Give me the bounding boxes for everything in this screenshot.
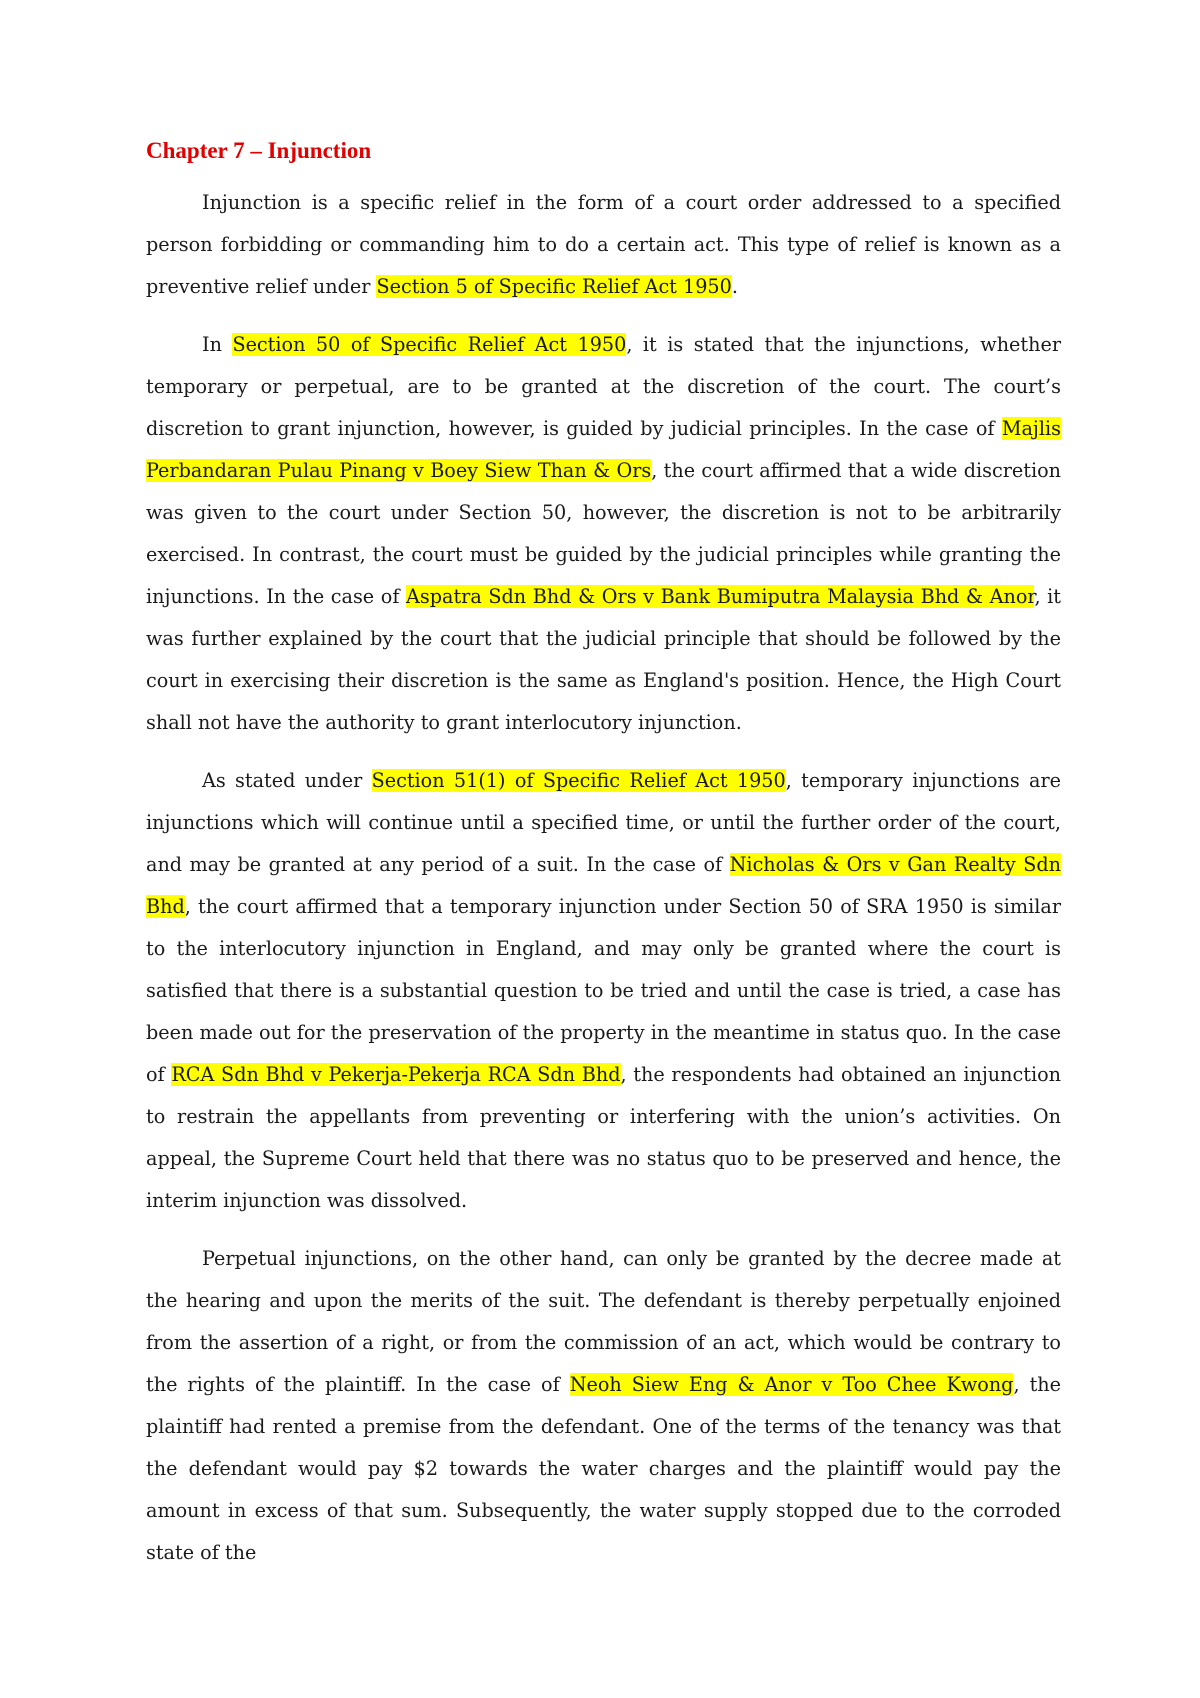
paragraph-2 (146, 324, 1061, 744)
case-highlight: Section 50 of Specific Relief Act 1950 (232, 333, 627, 356)
case-highlight: RCA Sdn Bhd v Pekerja-Pekerja RCA Sdn Bhd (171, 1063, 621, 1086)
text-segment: In (202, 333, 233, 356)
text-segment: , the plaintiff had rented a premise from the defendant. One of the terms of the tenancy was that the defendant would pay $2 towards the water charges and the plaintiff would pay the amount in excess of that sum. Subsequently, the water supply stopped due to the corroded state of the (146, 1373, 1061, 1564)
chapter-title: Chapter 7 – Injunction (146, 138, 372, 163)
case-highlight: Section 5 of Specific Relief Act 1950 (376, 275, 732, 298)
text-segment: Perpetual injunctions, on the other hand, can only be granted by the decree made at the hearing and upon the merits of the suit. The defendant is thereby perpetually enjoined from the assertion of a right, or from the commission of an act, which would be contrary to the rights of the plaintiff. In the case of (146, 1247, 1061, 1396)
paragraph-1 (146, 182, 1061, 308)
case-highlight: Section 51(1) of Specific Relief Act 1950 (371, 769, 786, 792)
text-segment: , it was further explained by the court that the judicial principle that should be followed by the court in exercising their discretion is the same as England's position. Hence, the High Court shall not have the authority to grant interlocutory injunction. (146, 585, 1062, 734)
text-segment: As stated under (202, 769, 372, 792)
text-segment: , the court affirmed that a temporary injunction under Section 50 of SRA 1950 is similar to the interlocutory injunction in England, and may only be granted where the court is satisfied that there is a substantial question to be tried and until the case is tried, a case has been made out for the preservation of the property in the meantime in status quo. In the case of (146, 895, 1061, 1086)
paragraph-4 (146, 1238, 1061, 1574)
paragraph-3 (146, 760, 1061, 1222)
case-highlight: Aspatra Sdn Bhd & Ors v Bank Bumiputra Malaysia Bhd & Anor (406, 585, 1035, 608)
text-segment: Injunction is a specific relief in the form of a court order addressed to a specified person forbidding or commanding him to do a certain act. This type of relief is known as a preventive relief under (146, 191, 1061, 298)
text-segment: , the respondents had obtained an injunction to restrain the appellants from preventing or interfering with the union’s activities. On appeal, the Supreme Court held that there was no status quo to be preserved and hence, the interim injunction was dissolved. (146, 1063, 1061, 1212)
case-highlight: Majlis Perbandaran Pulau Pinang v Boey Siew Than & Ors (146, 417, 1061, 482)
text-segment: . (731, 275, 738, 298)
case-highlight: Neoh Siew Eng & Anor v Too Chee Kwong (569, 1373, 1014, 1396)
document-body (146, 136, 1061, 1590)
text-segment: , the court affirmed that a wide discretion was given to the court under Section 50, however, the discretion is not to be arbitrarily exercised. In contrast, the court must be guided by the judicial principles while granting the injunctions. In the case of (146, 459, 1061, 608)
text-segment: , it is stated that the injunctions, whether temporary or perpetual, are to be granted at the discretion of the court. The court’s discretion to grant injunction, however, is guided by judicial principles. In the case of (146, 333, 1061, 440)
case-highlight: Nicholas & Ors v Gan Realty Sdn Bhd (146, 853, 1061, 918)
text-segment: , temporary injunctions are injunctions which will continue until a specified time, or until the further order of the court, and may be granted at any period of a suit. In the case of (146, 769, 1062, 876)
